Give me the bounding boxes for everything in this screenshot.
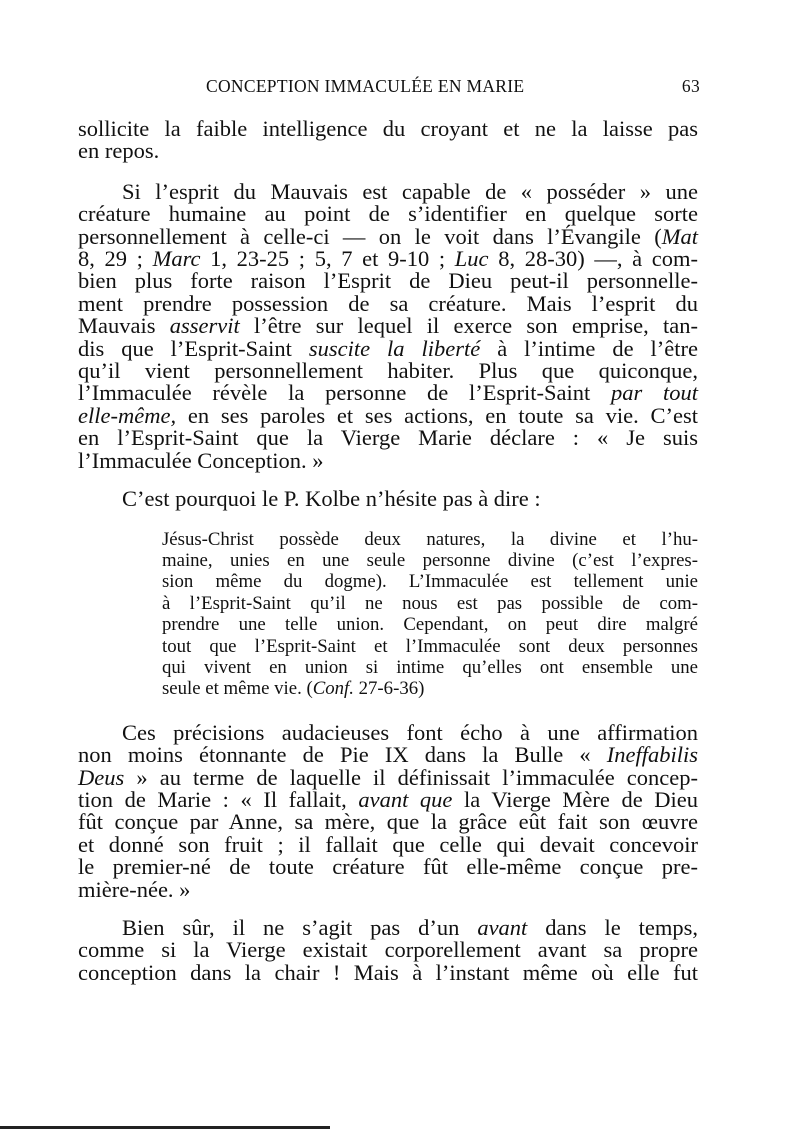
text-line: dis que l’Esprit-Saint suscite la liberté à l’intime de l’être <box>78 335 698 361</box>
paragraph-pius-ix <box>78 719 698 902</box>
running-title: CONCEPTION IMMACULÉE EN MARIE <box>206 76 525 96</box>
text-line: comme si la Vierge existait corporellement avant sa propre <box>78 937 698 963</box>
text-line: Deus » au terme de laquelle il définissait l’immaculée concep- <box>78 764 698 790</box>
footer-rule <box>0 1126 330 1129</box>
text-line: 8, 29 ; Marc 1, 23-25 ; 5, 7 et 9-10 ; Luc 8, 28-30) —, à com- <box>78 246 698 272</box>
text-line: qu’il vient personnellement habiter. Plus que quiconque, <box>78 358 698 384</box>
text-line: le premier-né de toute créature fût elle-même conçue pre- <box>78 854 698 880</box>
text-line: qui vivent en union si intime qu’elles ont ensemble une <box>162 656 698 678</box>
text-line: Ces précisions audacieuses font écho à une affirmation <box>122 719 698 745</box>
paragraph-avant <box>78 917 698 984</box>
text-line: ment prendre possession de sa créature. Mais l’esprit du <box>78 290 698 316</box>
text-line: bien plus forte raison l’Esprit de Dieu peut-il personnelle- <box>78 268 698 294</box>
text-line: prendre une telle union. Cependant, on peut dire malgré <box>162 614 698 636</box>
text-line: mière-née. » <box>78 876 191 902</box>
text-line: Jésus-Christ possède deux natures, la divine et l’hu- <box>162 528 698 550</box>
text-line: Si l’esprit du Mauvais est capable de « posséder » une <box>122 178 698 204</box>
text-line: et donné son fruit ; il fallait que celle qui devait concevoir <box>78 831 698 857</box>
running-header <box>80 76 700 102</box>
paragraph-spirit <box>78 178 698 473</box>
text-line: fût conçue par Anne, sa mère, que la grâce eût fait son œuvre <box>78 809 698 835</box>
text-line: sion même du dogme). L’Immaculée est tellement unie <box>162 571 698 593</box>
text-line: elle-même, en ses paroles et ses actions, en toute sa vie. C’est <box>78 402 698 428</box>
text-line: non moins étonnante de Pie IX dans la Bulle « Ineffabilis <box>78 742 698 768</box>
text-line: l’Immaculée Conception. » <box>78 447 324 473</box>
text-line: personnellement à celle-ci — on le voit dans l’Évangile (Mat <box>78 223 698 249</box>
paragraph-kolbe-intro <box>78 488 698 510</box>
text-line: seule et même vie. (Conf. 27-6-36) <box>162 678 425 700</box>
text-line: en repos. <box>78 138 160 164</box>
text-line: tion de Marie : « Il fallait, avant que la Vierge Mère de Dieu <box>78 786 698 812</box>
text-line: sollicite la faible intelligence du croyant et ne la laisse pas <box>78 116 698 141</box>
text-line: Mauvais asservit l’être sur lequel il exerce son emprise, tan- <box>78 313 698 339</box>
text-line: l’Immaculée révèle la personne de l’Esprit-Saint par tout <box>78 380 698 406</box>
paragraph-continued <box>78 118 698 163</box>
text-line: à l’Esprit-Saint qu’il ne nous est pas possible de com- <box>162 592 698 614</box>
text-line: en l’Esprit-Saint que la Vierge Marie déclare : « Je suis <box>78 425 698 451</box>
text-line: C’est pourquoi le P. Kolbe n’hésite pas à dire : <box>122 486 541 512</box>
text-line: tout que l’Esprit-Saint et l’Immaculée sont deux personnes <box>162 635 698 657</box>
page-body <box>78 118 698 984</box>
text-line: Bien sûr, il ne s’agit pas d’un avant dans le temps, <box>122 915 698 940</box>
text-line: maine, unies en une seule personne divine (c’est l’expres- <box>162 549 698 571</box>
block-quote-kolbe <box>78 529 698 700</box>
text-line: créature humaine au point de s’identifier en quelque sorte <box>78 201 698 227</box>
text-line: conception dans la chair ! Mais à l’instant même où elle fut <box>78 959 698 985</box>
page-number: 63 <box>681 76 700 96</box>
